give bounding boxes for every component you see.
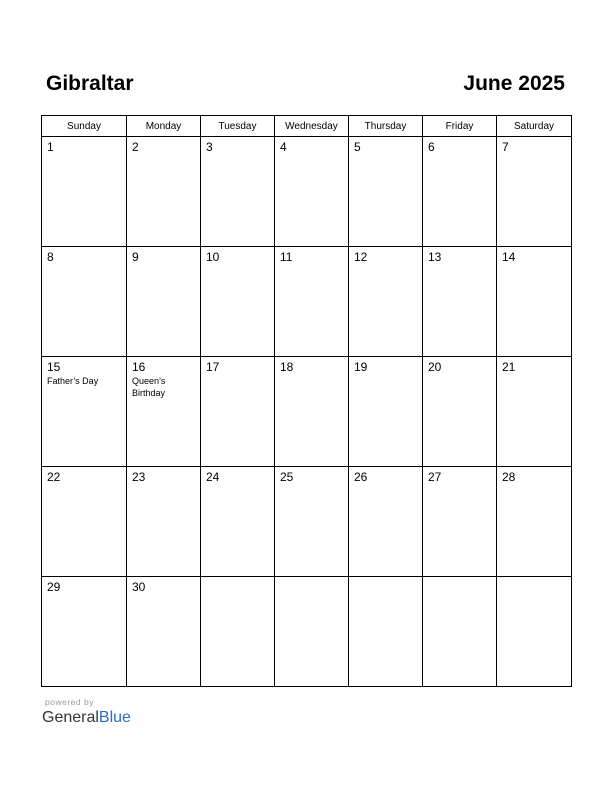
brand-blue: Blue	[98, 709, 131, 726]
day-cell	[201, 247, 275, 357]
day-number: 29	[47, 580, 61, 594]
weekday-header: Friday	[423, 116, 497, 137]
day-cell	[275, 137, 349, 247]
day-cell	[127, 467, 201, 577]
day-number: 12	[354, 250, 368, 264]
day-cell	[201, 467, 275, 577]
day-cell	[349, 467, 423, 577]
day-number: 3	[206, 140, 213, 154]
day-number: 17	[206, 360, 220, 374]
day-number: 20	[428, 360, 442, 374]
day-cell	[423, 357, 497, 467]
weekday-header: Monday	[127, 116, 201, 137]
day-number	[201, 577, 274, 580]
day-number: 2	[132, 140, 139, 154]
day-number: 11	[280, 250, 293, 264]
day-number: 26	[354, 470, 368, 484]
day-number: 23	[132, 470, 146, 484]
day-cell	[349, 137, 423, 247]
day-number: 13	[428, 250, 442, 264]
day-cell	[127, 247, 201, 357]
day-number: 15	[47, 360, 61, 374]
day-number: 9	[132, 250, 139, 264]
day-cell	[275, 357, 349, 467]
weekday-header: Tuesday	[201, 116, 275, 137]
day-number: 18	[280, 360, 294, 374]
holiday-label: Queen’s Birthday	[132, 376, 166, 398]
day-number	[497, 577, 571, 580]
day-cell	[423, 247, 497, 357]
month-year-title: June 2025	[463, 72, 565, 95]
day-number: 6	[428, 140, 435, 154]
day-cell	[497, 137, 572, 247]
day-number: 28	[502, 470, 516, 484]
day-number: 14	[502, 250, 516, 264]
day-cell	[42, 467, 127, 577]
day-number: 10	[206, 250, 220, 264]
day-number	[349, 577, 422, 580]
day-cell	[349, 577, 423, 687]
day-cell	[349, 247, 423, 357]
week-row	[42, 137, 572, 247]
day-number	[275, 577, 348, 580]
day-number: 21	[502, 360, 516, 374]
day-cell	[275, 577, 349, 687]
calendar-grid	[41, 115, 572, 687]
day-cell	[42, 247, 127, 357]
week-row	[42, 357, 572, 467]
weekday-header-row	[42, 116, 572, 137]
day-cell	[423, 467, 497, 577]
day-number: 5	[354, 140, 361, 154]
weekday-header: Sunday	[42, 116, 127, 137]
weekday-header: Wednesday	[275, 116, 349, 137]
day-number: 1	[47, 140, 54, 154]
day-number: 25	[280, 470, 294, 484]
region-title: Gibraltar	[46, 72, 134, 95]
day-number: 4	[280, 140, 287, 154]
day-number: 7	[502, 140, 509, 154]
day-cell	[127, 137, 201, 247]
week-row	[42, 577, 572, 687]
day-cell	[127, 577, 201, 687]
day-number: 24	[206, 470, 220, 484]
day-cell	[42, 577, 127, 687]
day-number: 30	[132, 580, 146, 594]
day-cell	[201, 137, 275, 247]
day-cell	[42, 357, 127, 467]
day-cell	[423, 577, 497, 687]
day-cell	[201, 577, 275, 687]
week-row	[42, 247, 572, 357]
weekday-header: Saturday	[497, 116, 572, 137]
week-row	[42, 467, 572, 577]
day-number: 16	[132, 360, 146, 374]
holiday-label: Father’s Day	[47, 376, 99, 386]
day-cell	[497, 357, 572, 467]
powered-by-label: powered by	[45, 697, 94, 707]
day-number: 8	[47, 250, 54, 264]
day-cell	[497, 577, 572, 687]
day-number: 22	[47, 470, 61, 484]
day-cell	[497, 467, 572, 577]
day-cell	[497, 247, 572, 357]
day-number: 19	[354, 360, 368, 374]
day-cell	[42, 137, 127, 247]
generalblue-logo[interactable]	[42, 708, 131, 728]
day-cell	[275, 467, 349, 577]
weekday-header: Thursday	[349, 116, 423, 137]
day-number: 27	[428, 470, 442, 484]
day-number	[423, 577, 496, 580]
day-cell	[201, 357, 275, 467]
day-cell	[275, 247, 349, 357]
day-cell	[127, 357, 201, 467]
day-cell	[423, 137, 497, 247]
brand-general: General	[42, 709, 99, 726]
day-cell	[349, 357, 423, 467]
